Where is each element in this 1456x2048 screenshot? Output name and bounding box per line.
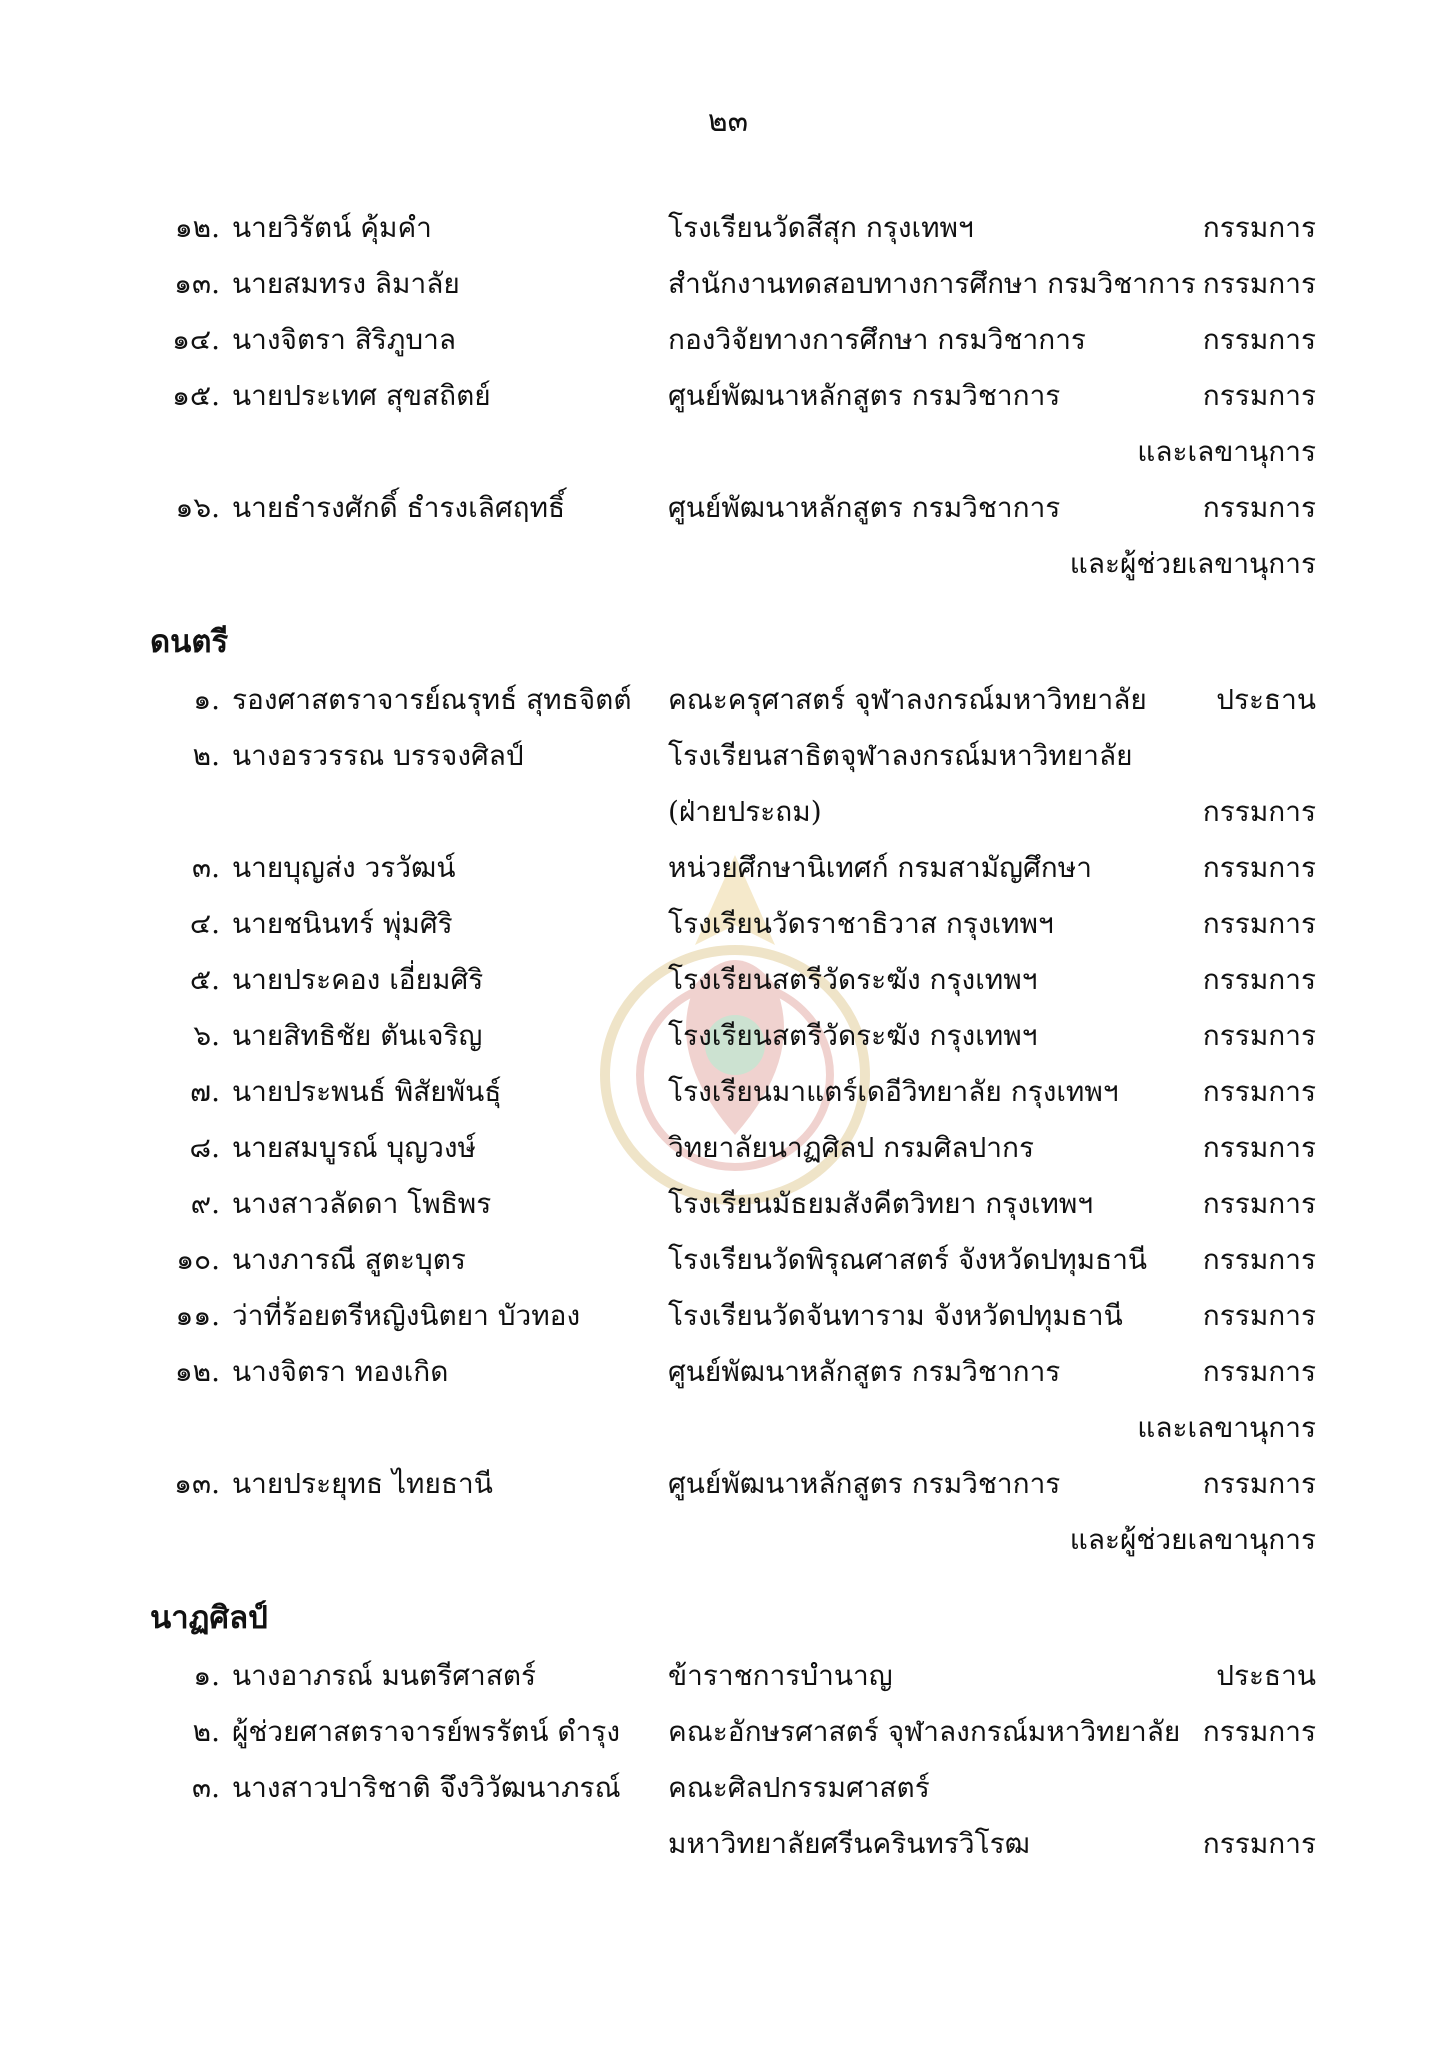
list-item: ๙. นางสาวลัดดา โพธิพร โรงเรียนมัธยมสังคีตวิทยา กรุงเทพฯ กรรมการ: [190, 1187, 1316, 1220]
list-item: ๑๒. นางจิตรา ทองเกิด ศูนย์พัฒนาหลักสูตร กรมวิชาการ กรรมการ: [174, 1355, 1316, 1388]
list-item: ๓. นางสาวปาริชาติ จึงวิวัฒนาภรณ์ คณะศิลปกรรมศาสตร์: [191, 1771, 930, 1804]
list-item: ๔. นายชนินทร์ พุ่มศิริ โรงเรียนวัดราชาธิวาส กรุงเทพฯ กรรมการ: [189, 907, 1316, 940]
list-item: ๑๓. นายสมทรง ลิมาลัย สำนักงานทดสอบทางการศึกษา กรมวิชาการ กรรมการ: [174, 267, 1316, 300]
list-item: มหาวิทยาลัยศรีนครินทรวิโรฒ กรรมการ: [668, 1827, 1316, 1860]
list-item: ๕. นายประคอง เอี่ยมศิริ โรงเรียนสตรีวัดระฆัง กรุงเทพฯ กรรมการ: [189, 963, 1316, 996]
list-item: (ฝ่ายประถม) กรรมการ: [668, 795, 1316, 828]
list-item: ๖. นายสิทธิชัย ตันเจริญ โรงเรียนสตรีวัดระฆัง กรุงเทพฯ กรรมการ: [193, 1019, 1316, 1052]
list-item: ๒. ผู้ช่วยศาสตราจารย์พรรัตน์ ดำรุง คณะอักษรศาสตร์ จุฬาลงกรณ์มหาวิทยาลัย กรรมการ: [192, 1715, 1316, 1748]
list-item: ๑๐. นางภารณี สูตะบุตร โรงเรียนวัดพิรุณศาสตร์ จังหวัดปทุมธานี กรรมการ: [176, 1243, 1316, 1276]
section-heading-dance: นาฏศิลป์: [150, 1600, 268, 1636]
list-item: และผู้ช่วยเลขานุการ: [1069, 1523, 1316, 1556]
page-number: ๒๓: [707, 104, 749, 139]
list-item: ๑๒. นายวิรัตน์ คุ้มคำ โรงเรียนวัดสีสุก กรุงเทพฯ กรรมการ: [174, 211, 1316, 244]
list-item: และเลขานุการ: [1137, 435, 1316, 468]
list-item: ๗. นายประพนธ์ พิสัยพันธุ์ โรงเรียนมาแตร์เดอีวิทยาลัย กรุงเทพฯ กรรมการ: [190, 1075, 1316, 1108]
list-item: ๑. นางอาภรณ์ มนตรีศาสตร์ ข้าราชการบำนาญ ประธาน: [193, 1659, 1316, 1692]
list-item: ๓. นายบุญส่ง วรวัฒน์ หน่วยศึกษานิเทศก์ กรมสามัญศึกษา กรรมการ: [191, 851, 1316, 884]
music-committee-list: [0, 672, 1456, 1568]
list-item: ๑๕. นายประเทศ สุขสถิตย์ ศูนย์พัฒนาหลักสูตร กรมวิชาการ กรรมการ: [172, 379, 1316, 412]
list-item: และเลขานุการ: [1137, 1411, 1316, 1444]
list-item: ๑. รองศาสตราจารย์ณรุทธ์ สุทธจิตต์ คณะครุศาสตร์ จุฬาลงกรณ์มหาวิทยาลัย ประธาน: [193, 683, 1316, 716]
list-item: ๑๔. นางจิตรา สิริภูบาล กองวิจัยทางการศึกษา กรมวิชาการ กรรมการ: [172, 323, 1316, 356]
section-heading-music: ดนตรี: [150, 624, 229, 660]
list-item: ๘. นายสมบูรณ์ บุญวงษ์ วิทยาลัยนาฏศิลป กรมศิลปากร กรรมการ: [189, 1131, 1316, 1164]
list-item: ๑๖. นายธำรงศักดิ์ ธำรงเลิศฤทธิ์ ศูนย์พัฒนาหลักสูตร กรมวิชาการ กรรมการ: [175, 491, 1316, 524]
top-committee-list: [0, 200, 1456, 592]
list-item: และผู้ช่วยเลขานุการ: [1069, 547, 1316, 580]
list-item: ๑๑. ว่าที่ร้อยตรีหญิงนิตยา บัวทอง โรงเรียนวัดจันทาราม จังหวัดปทุมธานี กรรมการ: [175, 1299, 1316, 1332]
list-item: ๒. นางอรวรรณ บรรจงศิลป์ โรงเรียนสาธิตจุฬาลงกรณ์มหาวิทยาลัย: [192, 739, 1133, 772]
dance-committee-list: [0, 1648, 1456, 1872]
list-item: ๑๓. นายประยุทธ ไทยธานี ศูนย์พัฒนาหลักสูตร กรมวิชาการ กรรมการ: [174, 1467, 1316, 1500]
